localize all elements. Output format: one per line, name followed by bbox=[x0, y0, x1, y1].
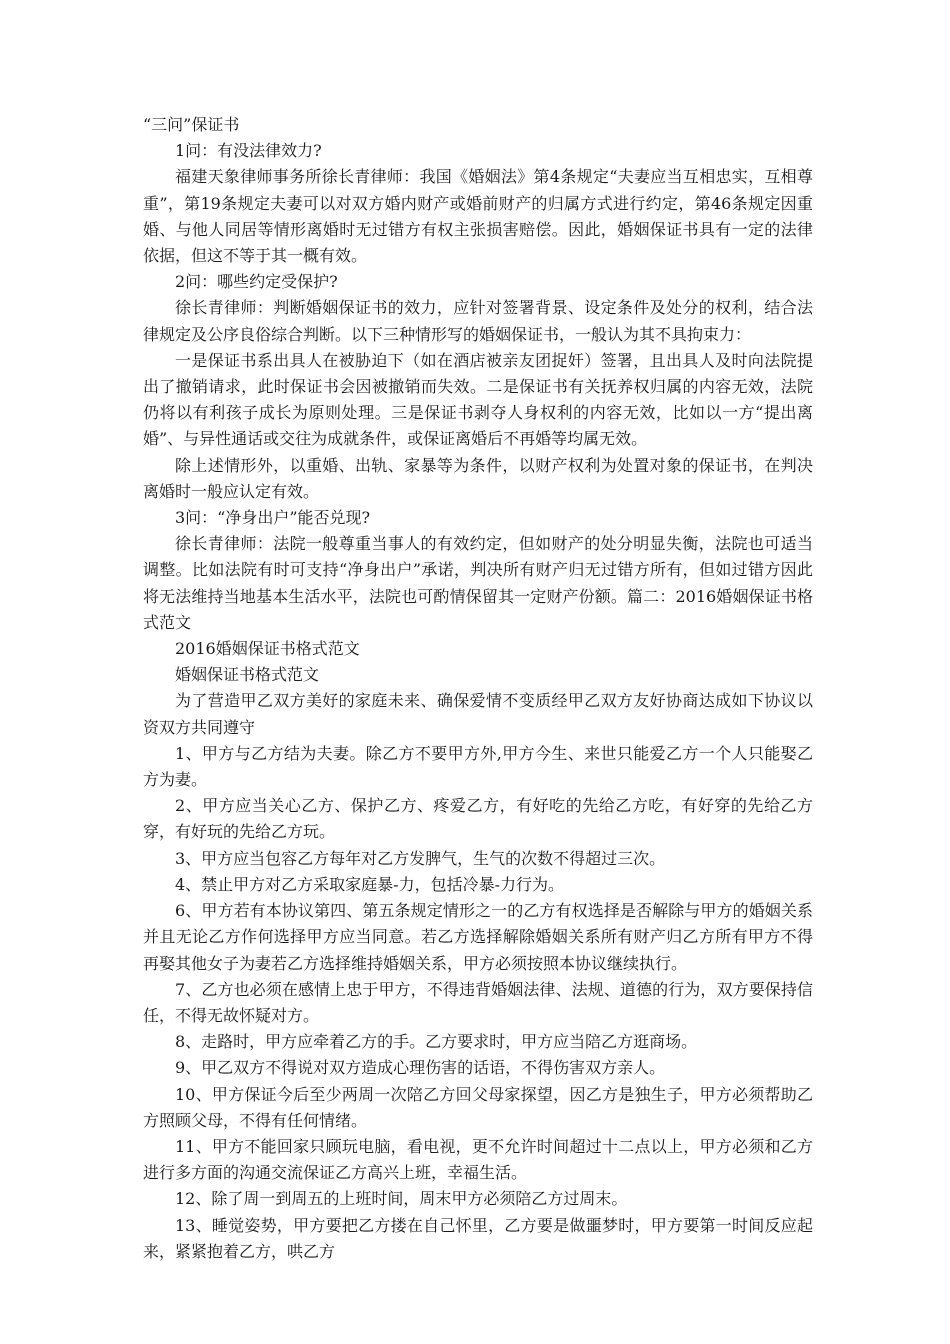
clause-7: 7、乙方也必须在感情上忠于甲方，不得违背婚姻法律、法规、道德的行为，双方要保持信任，不得无故怀疑对方。 bbox=[143, 979, 813, 1025]
paragraph-q2-other: 除上述情形外，以重婚、出轨、家暴等为条件，以财产权利为处置对象的保证书，在判决离婚时一般应认定有效。 bbox=[143, 455, 813, 501]
paragraph-q2-answer: 徐长青律师：判断婚姻保证书的效力，应针对签署背景、设定条件及处分的权利，结合法律规定及公序良俗综合判断。以下三种情形写的婚姻保证书，一般认为其不具拘束力： bbox=[143, 298, 813, 344]
clause-8: 8、走路时，甲方应牵着乙方的手。乙方要求时，甲方应当陪乙方逛商场。 bbox=[175, 1032, 698, 1052]
paragraph-q2-cases: 一是保证书系出具人在被胁迫下（如在酒店被亲友团捉奸）签署，且出具人及时向法院提出了撤销请求，此时保证书会因被撤销而失效。二是保证书有关抚养权归属的内容无效，法院仍将以有利孩子成长为原则处理。三是保证书剥夺人身权利的内容无效，比如以一方“提出离婚”、与异性通话或交往为成就条件，或保证离婚后不再婚等均属无效。 bbox=[143, 350, 813, 449]
clause-12: 12、除了周一到周五的上班时间，周末甲方必须陪乙方过周末。 bbox=[175, 1189, 628, 1209]
paragraph-intro: 为了营造甲乙双方美好的家庭未来、确保爱情不变质经甲乙双方友好协商达成如下协议以资双方共同遵守 bbox=[143, 691, 813, 737]
clause-11: 11、甲方不能回家只顾玩电脑，看电视，更不允许时间超过十二点以上，甲方必须和乙方进行多方面的沟通交流保证乙方高兴上班，幸福生活。 bbox=[143, 1136, 813, 1183]
document-page bbox=[143, 112, 813, 1265]
clause-9: 9、甲乙双方不得说对双方造成心理伤害的话语，不得伤害双方亲人。 bbox=[175, 1058, 666, 1078]
clause-6: 6、甲方若有本协议第四、第五条规定情形之一的乙方有权选择是否解除与甲方的婚姻关系并且无论乙方作何选择甲方应当同意。若乙方选择解除婚姻关系所有财产归乙方所有甲方不得再娶其他女子为妻若乙方选择维持婚姻关系，甲方必须按照本协议继续执行。 bbox=[143, 901, 813, 973]
paragraph-q1-answer: 福建天象律师事务所徐长青律师：我国《婚姻法》第4条规定“夫妻应当互相忠实，互相尊重”，第19条规定夫妻可以对双方婚内财产或婚前财产的归属方式进行约定，第46条规定因重婚、与他人同居等情形离婚时无过错方有权主张损害赔偿。因此，婚姻保证书具有一定的法律依据，但这不等于其一概有效。 bbox=[143, 167, 813, 266]
clause-10: 10、甲方保证今后至少两周一次陪乙方回父母家探望，因乙方是独生子，甲方必须帮助乙方照顾父母，不得有任何情绪。 bbox=[143, 1084, 813, 1130]
clause-13: 13、睡觉姿势，甲方要把乙方搂在自己怀里，乙方要是做噩梦时，甲方要第一时间反应起来，紧紧抱着乙方，哄乙方 bbox=[143, 1215, 813, 1261]
clause-4: 4、禁止甲方对乙方采取家庭暴-力，包括冷暴-力行为。 bbox=[175, 874, 564, 894]
document-title: “三问”保证书 bbox=[143, 115, 240, 134]
paragraph-q3: 3问：“净身出户”能否兑现? bbox=[175, 508, 371, 528]
paragraph-subheading: 婚姻保证书格式范文 bbox=[175, 665, 320, 685]
clause-2: 2、甲方应当关心乙方、保护乙方、疼爱乙方，有好吃的先给乙方吃，有好穿的先给乙方穿，有好玩的先给乙方玩。 bbox=[143, 796, 813, 842]
paragraph-section-heading: 2016婚姻保证书格式范文 bbox=[175, 639, 360, 659]
paragraph-q2: 2问：哪些约定受保护? bbox=[175, 272, 338, 292]
clause-1: 1、甲方与乙方结为夫妻。除乙方不要甲方外,甲方今生、来世只能爱乙方一个人只能娶乙方为妻。 bbox=[143, 743, 813, 790]
paragraph-q1: 1问：有没法律效力? bbox=[175, 141, 322, 161]
clause-3: 3、甲方应当包容乙方每年对乙方发脾气，生气的次数不得超过三次。 bbox=[175, 848, 666, 868]
paragraph-q3-answer: 徐长青律师：法院一般尊重当事人的有效约定，但如财产的处分明显失衡，法院也可适当调整。比如法院有时可支持“净身出户”承诺，判决所有财产归无过错方所有，但如过错方因此将无法维持当地基本生活水平，法院也可酌情保留其一定财产份额。篇二：2016婚姻保证书格式范文 bbox=[143, 534, 813, 632]
